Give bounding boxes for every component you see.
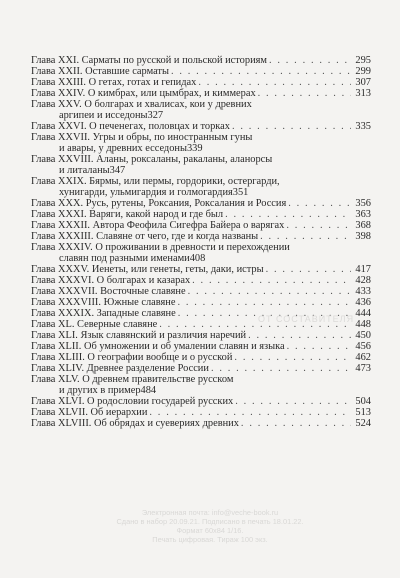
dot-leader [177, 297, 351, 308]
toc-entry-title: Глава XXXI. Варяги, какой народ и где был [31, 209, 224, 220]
toc-page-number: 339 [186, 143, 203, 154]
toc-page-number: 436 [355, 297, 371, 308]
dot-leader [288, 198, 351, 209]
toc-page-number: 433 [355, 286, 371, 297]
dot-leader [286, 220, 351, 231]
toc-page-number: 473 [355, 363, 371, 374]
toc-page-number: 504 [355, 396, 371, 407]
dot-leader [258, 88, 351, 99]
toc-entry-title: Глава XXXVII. Восточные славяне [31, 286, 186, 297]
toc-page-number: 428 [355, 275, 371, 286]
toc-entry-title-line: и авары, у древних есседоны [59, 143, 187, 154]
toc-entry-title: Глава XXI. Сарматы по русской и польской историям [31, 55, 267, 66]
dot-leader [234, 352, 351, 363]
toc-entry-title-line: и других в пример [59, 385, 141, 396]
toc-entry-title: Глава XL. Северные славяне [31, 319, 158, 330]
toc-entry [31, 154, 371, 176]
toc-page-number: 398 [355, 231, 371, 242]
toc-entry [31, 77, 371, 88]
toc-entry-title: Глава XXVI. О печенегах, половцах и торках [31, 121, 230, 132]
toc-entry-title: Глава XXIII. О гетах, готах и гепидах [31, 77, 197, 88]
toc-entry [31, 220, 371, 231]
toc-entry-title: Глава XXXVI. О болгарах и казарах [31, 275, 191, 286]
toc-entry [31, 132, 371, 154]
dot-leader [269, 55, 351, 66]
dot-leader [260, 231, 351, 242]
toc-page-number: 456 [355, 341, 371, 352]
toc-entry [31, 231, 371, 242]
toc-entry-title: Глава XLVI. О родословии государей русских [31, 396, 234, 407]
toc-entry-title: Глава XXIV. О кимбрах, или цымбрах, и киммерах [31, 88, 256, 99]
dot-leader [225, 209, 351, 220]
toc-entry [31, 66, 371, 77]
toc-entry [31, 275, 371, 286]
toc-page-number: 484 [140, 385, 157, 396]
toc-page-number: 313 [355, 88, 371, 99]
toc-entry [31, 176, 371, 198]
dot-leader [198, 77, 351, 88]
toc-page-number: 513 [355, 407, 371, 418]
toc-entry-title-line: Глава XXIX. Бярмы, или пермы, гордорики, остергарди, [31, 176, 280, 187]
dot-leader [248, 330, 351, 341]
toc-page-number: 444 [355, 308, 371, 319]
toc-entry [31, 363, 371, 374]
dot-leader [266, 264, 351, 275]
toc-entry [31, 55, 371, 66]
toc-page-number: 408 [189, 253, 206, 264]
toc-entry-title-line: аргипеи и исседоны [59, 110, 148, 121]
toc-entry-title-line: и литаланы [59, 165, 110, 176]
toc-page-number: 335 [355, 121, 371, 132]
toc-entry-title: Глава XLVIII. Об обрядах и суевериях древних [31, 418, 239, 429]
toc-entry [31, 396, 371, 407]
toc-entry [31, 286, 371, 297]
toc-entry [31, 341, 371, 352]
dot-leader [211, 363, 351, 374]
dot-leader [149, 407, 351, 418]
toc-entry [31, 264, 371, 275]
toc-entry [31, 407, 371, 418]
toc-entry-title: Глава XXX. Русь, рутены, Роксания, Роксалания и Россия [31, 198, 287, 209]
toc-page-number: 448 [355, 319, 371, 330]
toc-page-number: 356 [355, 198, 371, 209]
toc-entry-title-line: Глава XLV. О древнем правительстве русском [31, 374, 234, 385]
toc-entry-title: Глава XLIII. О географии вообще и о русской [31, 352, 233, 363]
toc-page-number: 307 [355, 77, 371, 88]
toc-entry-title-line: Глава XXV. О болгарах и хвалисах, кои у древних [31, 99, 252, 110]
toc-entry [31, 374, 371, 396]
toc-entry [31, 352, 371, 363]
toc-page-number: 295 [355, 55, 371, 66]
toc-entry-title-line: славян под разными именами [59, 253, 190, 264]
toc-page-number: 351 [232, 187, 249, 198]
dot-leader [188, 286, 351, 297]
toc-entry-title-line: Глава XXXIV. О проживании в древности и перехождении [31, 242, 290, 253]
toc-entry-title: Глава XXXVIII. Южные славяне [31, 297, 176, 308]
dot-leader [192, 275, 351, 286]
toc-entry-title: Глава XLVII. Об иерархии [31, 407, 148, 418]
toc-entry [31, 242, 371, 264]
toc-entry-title: Глава XXXIII. Славяне от чего, где и когда названы [31, 231, 259, 242]
toc-entry-title: Глава XXXIX. Западные славяне [31, 308, 176, 319]
toc-page-number: 368 [355, 220, 371, 231]
toc-entry [31, 99, 371, 121]
table-of-contents [31, 55, 371, 429]
toc-entry [31, 418, 371, 429]
toc-page-number: 450 [355, 330, 371, 341]
toc-page-number: 347 [109, 165, 126, 176]
toc-entry [31, 198, 371, 209]
toc-page-number: 299 [355, 66, 371, 77]
faded-imprint: Электронная почта: info@veche-book.ru Сдано в набор 20.09.21. Подписано в печать 18.01.22. Формат 60х84 1/16. Печать цифровая. Тираж 100 экз. [116, 508, 304, 544]
dot-leader [232, 121, 351, 132]
toc-entry-title: Глава XXXV. Иенеты, или генеты, геты, даки, истры [31, 264, 264, 275]
dot-leader [241, 418, 351, 429]
toc-entry-title: Глава XLII. Об умножении и об умалении славян и языка [31, 341, 285, 352]
toc-page-number: 327 [147, 110, 164, 121]
toc-entry-title-line: Глава XXVII. Угры и обры, по иностранным гуны [31, 132, 253, 143]
toc-entry [31, 209, 371, 220]
toc-entry-title: Глава XXXII. Автора Феофила Сигефра Байера о варягах [31, 220, 285, 231]
dot-leader [235, 396, 351, 407]
dot-leader [287, 341, 351, 352]
toc-page-number: 363 [355, 209, 371, 220]
toc-entry [31, 330, 371, 341]
dot-leader [171, 66, 351, 77]
toc-entry-title: Глава XLI. Язык славянский и различия наречий [31, 330, 247, 341]
toc-entry-title-line: хунигарди, ульмигардия и голмогардия [59, 187, 233, 198]
toc-entry-title: Глава XLIV. Древнее разделение России [31, 363, 209, 374]
toc-entry-title: Глава XXII. Оставшие сарматы [31, 66, 169, 77]
toc-entry-title-line: Глава XXVIII. Аланы, роксаланы, ракаланы, аланорсы [31, 154, 273, 165]
faded-watermark-text: ОТ СОСТАВИТЕЛЯ [258, 314, 355, 324]
toc-page-number: 417 [355, 264, 371, 275]
toc-entry [31, 88, 371, 99]
toc-entry [31, 297, 371, 308]
toc-entry [31, 121, 371, 132]
toc-page-number: 462 [355, 352, 371, 363]
toc-page-number: 524 [355, 418, 371, 429]
